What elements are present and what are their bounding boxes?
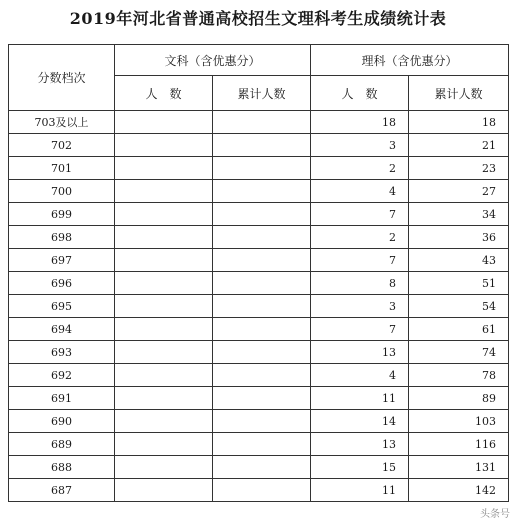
score-cell: 687 [9, 479, 115, 502]
score-cell: 688 [9, 456, 115, 479]
arts-count-cell [115, 157, 213, 180]
science-count-cell: 14 [311, 410, 409, 433]
science-count-cell: 3 [311, 295, 409, 318]
score-cell: 702 [9, 134, 115, 157]
score-cell: 692 [9, 364, 115, 387]
table-row [9, 203, 509, 226]
score-cell: 699 [9, 203, 115, 226]
score-cell: 694 [9, 318, 115, 341]
science-header: 理科（含优惠分） [311, 45, 509, 76]
score-cell: 693 [9, 341, 115, 364]
table-row [9, 364, 509, 387]
page-title: 2019年河北省普通高校招生文理科考生成绩统计表 [69, 9, 447, 28]
table-row [9, 318, 509, 341]
arts-cumulative-cell [213, 364, 311, 387]
table-row [9, 479, 509, 502]
arts-count-cell [115, 272, 213, 295]
table-row [9, 295, 509, 318]
arts-count-cell [115, 318, 213, 341]
arts-cumulative-header: 累计人数 [213, 76, 311, 111]
science-cumulative-cell: 34 [409, 203, 509, 226]
arts-count-cell [115, 180, 213, 203]
arts-cumulative-cell [213, 318, 311, 341]
arts-cumulative-cell [213, 295, 311, 318]
science-cumulative-cell: 89 [409, 387, 509, 410]
science-count-cell: 4 [311, 180, 409, 203]
science-cumulative-cell: 61 [409, 318, 509, 341]
science-count-cell: 2 [311, 157, 409, 180]
table-row [9, 456, 509, 479]
header-row-top [9, 45, 509, 76]
score-cell: 698 [9, 226, 115, 249]
arts-count-header: 人 数 [115, 76, 213, 111]
science-cumulative-cell: 142 [409, 479, 509, 502]
arts-cumulative-cell [213, 387, 311, 410]
arts-count-cell [115, 111, 213, 134]
arts-cumulative-cell [213, 456, 311, 479]
score-cell: 691 [9, 387, 115, 410]
science-cumulative-cell: 18 [409, 111, 509, 134]
science-count-cell: 7 [311, 249, 409, 272]
arts-count-cell [115, 249, 213, 272]
table-row [9, 272, 509, 295]
arts-count-cell [115, 479, 213, 502]
science-cumulative-header: 累计人数 [409, 76, 509, 111]
science-count-cell: 7 [311, 318, 409, 341]
arts-cumulative-cell [213, 433, 311, 456]
table-row [9, 180, 509, 203]
score-cell: 695 [9, 295, 115, 318]
table-row [9, 341, 509, 364]
arts-count-cell [115, 226, 213, 249]
science-count-header: 人 数 [311, 76, 409, 111]
science-cumulative-cell: 23 [409, 157, 509, 180]
science-cumulative-cell: 21 [409, 134, 509, 157]
science-count-cell: 8 [311, 272, 409, 295]
science-cumulative-cell: 116 [409, 433, 509, 456]
arts-cumulative-cell [213, 180, 311, 203]
arts-count-cell [115, 433, 213, 456]
arts-count-cell [115, 456, 213, 479]
science-cumulative-cell: 54 [409, 295, 509, 318]
science-cumulative-cell: 103 [409, 410, 509, 433]
score-cell: 697 [9, 249, 115, 272]
liberal-arts-header: 文科（含优惠分） [115, 45, 311, 76]
arts-count-cell [115, 341, 213, 364]
science-count-cell: 13 [311, 341, 409, 364]
science-count-cell: 2 [311, 226, 409, 249]
arts-cumulative-cell [213, 249, 311, 272]
science-cumulative-cell: 43 [409, 249, 509, 272]
table-row [9, 157, 509, 180]
table-row [9, 111, 509, 134]
arts-count-cell [115, 364, 213, 387]
table-row [9, 410, 509, 433]
science-count-cell: 15 [311, 456, 409, 479]
score-table [8, 44, 509, 502]
science-cumulative-cell: 27 [409, 180, 509, 203]
arts-count-cell [115, 387, 213, 410]
score-cell: 690 [9, 410, 115, 433]
table-row [9, 226, 509, 249]
science-cumulative-cell: 78 [409, 364, 509, 387]
table-row [9, 134, 509, 157]
arts-count-cell [115, 203, 213, 226]
score-cell: 703及以上 [9, 111, 115, 134]
table-row [9, 433, 509, 456]
arts-cumulative-cell [213, 226, 311, 249]
score-cell: 689 [9, 433, 115, 456]
table-row [9, 249, 509, 272]
score-cell: 700 [9, 180, 115, 203]
arts-cumulative-cell [213, 111, 311, 134]
arts-cumulative-cell [213, 410, 311, 433]
arts-cumulative-cell [213, 157, 311, 180]
science-count-cell: 7 [311, 203, 409, 226]
arts-cumulative-cell [213, 479, 311, 502]
science-cumulative-cell: 36 [409, 226, 509, 249]
table-row [9, 387, 509, 410]
table-body [9, 111, 509, 502]
score-cell: 701 [9, 157, 115, 180]
science-cumulative-cell: 74 [409, 341, 509, 364]
science-cumulative-cell: 131 [409, 456, 509, 479]
arts-cumulative-cell [213, 134, 311, 157]
arts-count-cell [115, 295, 213, 318]
arts-count-cell [115, 410, 213, 433]
science-count-cell: 4 [311, 364, 409, 387]
score-band-header: 分数档次 [9, 45, 115, 111]
science-count-cell: 11 [311, 479, 409, 502]
science-count-cell: 18 [311, 111, 409, 134]
watermark: 头条号 [480, 509, 510, 520]
science-count-cell: 13 [311, 433, 409, 456]
score-cell: 696 [9, 272, 115, 295]
arts-cumulative-cell [213, 341, 311, 364]
science-cumulative-cell: 51 [409, 272, 509, 295]
arts-cumulative-cell [213, 272, 311, 295]
arts-count-cell [115, 134, 213, 157]
science-count-cell: 11 [311, 387, 409, 410]
science-count-cell: 3 [311, 134, 409, 157]
arts-cumulative-cell [213, 203, 311, 226]
